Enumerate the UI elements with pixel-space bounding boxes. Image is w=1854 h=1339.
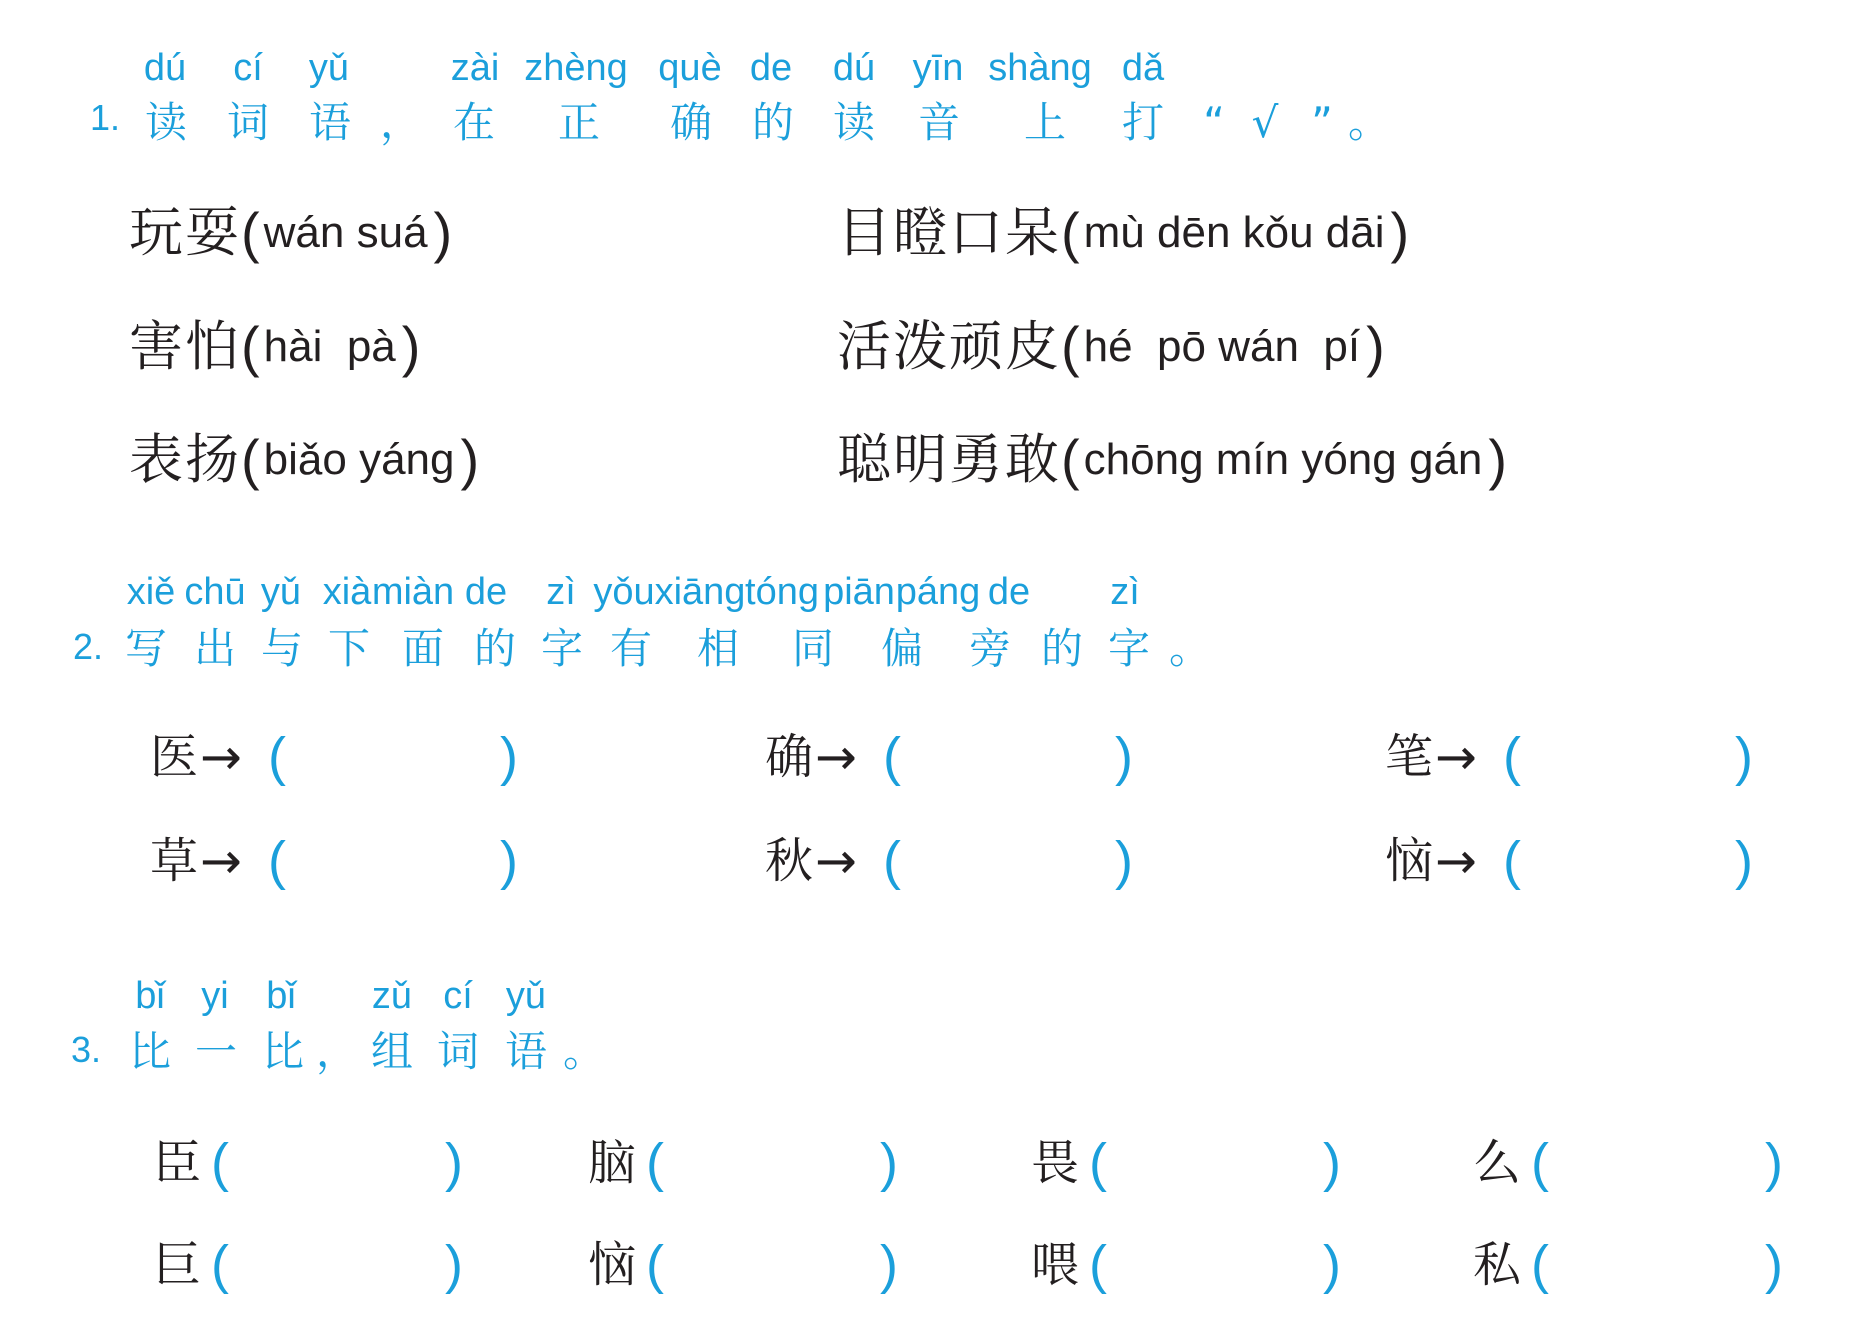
instruction-char: 比: [261, 1027, 305, 1076]
instruction-char: 的: [473, 624, 517, 673]
paren-open: (: [1503, 831, 1521, 891]
word-item: [837, 315, 1385, 378]
answer-blank[interactable]: [1530, 836, 1725, 886]
pinyin-syllable: cí: [233, 47, 263, 89]
paren-open: (: [241, 201, 260, 264]
paren-close: ): [500, 831, 518, 891]
paren-close: ): [1765, 1133, 1783, 1193]
answer-blank[interactable]: [1530, 732, 1725, 782]
pinyin-syllable: yǔ: [505, 975, 547, 1017]
pinyin-syllable: dú: [143, 47, 187, 89]
compare-item: [1031, 1233, 1351, 1297]
radical-item: [765, 829, 1145, 893]
answer-blank[interactable]: [1558, 1240, 1753, 1290]
instruction-char: 。: [1347, 98, 1391, 147]
paren-close: ): [1735, 727, 1753, 787]
paren-open: (: [211, 1235, 229, 1295]
pinyin-syllable: bǐ: [135, 975, 165, 1017]
base-character: 喂: [1031, 1237, 1080, 1293]
instruction-char: 读: [144, 98, 188, 147]
pinyin-reading[interactable]: hé pō wán pí: [1083, 322, 1361, 371]
arrow-icon: →: [200, 728, 242, 786]
instruction-char: ，: [379, 98, 423, 147]
paren-open: (: [883, 831, 901, 891]
pinyin-reading[interactable]: hài pà: [263, 322, 396, 371]
paren-close: ): [460, 428, 480, 491]
pinyin-syllable: zǔ: [371, 975, 413, 1017]
paren-open: (: [646, 1133, 664, 1193]
paren-open: (: [268, 727, 286, 787]
word-item: [129, 315, 421, 378]
pinyin-syllable: shàng: [988, 47, 1092, 89]
instruction-char: 语: [504, 1027, 548, 1076]
pinyin-syllable: tóng: [745, 571, 819, 613]
pinyin-syllable: què: [658, 47, 722, 89]
compare-item: [1473, 1233, 1793, 1297]
instruction-char: 字: [540, 624, 584, 673]
answer-blank[interactable]: [238, 1138, 433, 1188]
paren-open: (: [268, 831, 286, 891]
instruction-char: 确: [669, 98, 713, 147]
instruction-char: 字: [1107, 624, 1151, 673]
arrow-icon: →: [1435, 728, 1477, 786]
paren-close: ): [500, 727, 518, 787]
pinyin-syllable: xiāng: [654, 571, 746, 613]
radical-item: [150, 829, 530, 893]
answer-blank[interactable]: [1116, 1138, 1311, 1188]
instruction-char: ，: [315, 1027, 359, 1076]
paren-close: ): [1488, 428, 1508, 491]
pinyin-syllable: yǔ: [260, 571, 302, 613]
arrow-icon: →: [1435, 832, 1477, 890]
word-text: 玩耍: [129, 201, 241, 264]
word-text: 表扬: [129, 428, 241, 491]
pinyin-syllable: de: [464, 571, 508, 613]
arrow-icon: →: [815, 832, 857, 890]
arrow-icon: →: [200, 832, 242, 890]
instruction-char: 同: [791, 624, 835, 673]
radical-item: [765, 725, 1145, 789]
paren-close: ): [880, 1235, 898, 1295]
pinyin-syllable: dú: [832, 47, 876, 89]
question-number: 1.: [89, 97, 121, 138]
instruction-char: 音: [917, 98, 961, 147]
pinyin-reading[interactable]: chōng mín yóng gán: [1083, 435, 1483, 484]
answer-blank[interactable]: [1558, 1138, 1753, 1188]
paren-close: ): [433, 201, 453, 264]
paren-close: ): [445, 1235, 463, 1295]
paren-open: (: [883, 727, 901, 787]
pinyin-syllable: zì: [546, 571, 576, 613]
pinyin-syllable: cí: [443, 975, 473, 1017]
instruction-char: ”: [1311, 98, 1333, 147]
word-text: 活泼顽皮: [837, 315, 1061, 378]
compare-item: [588, 1131, 908, 1195]
paren-open: (: [1061, 315, 1080, 378]
arrow-icon: →: [815, 728, 857, 786]
instruction-char: 比: [128, 1027, 172, 1076]
pinyin-syllable: zì: [1110, 571, 1140, 613]
answer-blank[interactable]: [673, 1240, 868, 1290]
paren-open: (: [211, 1133, 229, 1193]
answer-blank[interactable]: [295, 836, 490, 886]
word-item: [837, 428, 1508, 491]
pinyin-syllable: yǔ: [308, 47, 350, 89]
word-item: [129, 201, 453, 264]
paren-close: ): [1323, 1235, 1341, 1295]
instruction-char: 有: [609, 624, 653, 673]
question-number: 3.: [70, 1029, 102, 1070]
pinyin-syllable: de: [749, 47, 793, 89]
instruction-char: 语: [308, 98, 352, 147]
base-character: 秋: [765, 833, 814, 889]
compare-item: [1031, 1131, 1351, 1195]
paren-close: ): [1735, 831, 1753, 891]
pinyin-syllable: chū: [184, 571, 246, 613]
base-character: 草: [150, 833, 199, 889]
radical-item: [150, 725, 530, 789]
pinyin-syllable: yi: [201, 975, 229, 1017]
pinyin-syllable: xiě: [126, 571, 176, 613]
paren-close: ): [1323, 1133, 1341, 1193]
base-character: 巨: [153, 1237, 202, 1293]
compare-item: [588, 1233, 908, 1297]
word-text: 目瞪口呆: [837, 201, 1061, 264]
word-item: [129, 428, 480, 491]
instruction-char: 上: [1023, 98, 1067, 147]
base-character: 恼: [588, 1237, 637, 1293]
paren-open: (: [1503, 727, 1521, 787]
paren-open: (: [1061, 201, 1080, 264]
radical-item: [1385, 829, 1765, 893]
paren-close: ): [445, 1133, 463, 1193]
instruction-char: 正: [557, 98, 601, 147]
base-character: 医: [150, 729, 199, 785]
instruction-char: 一: [194, 1027, 238, 1076]
paren-open: (: [646, 1235, 664, 1295]
instruction-char: 的: [751, 98, 795, 147]
paren-close: ): [880, 1133, 898, 1193]
base-character: 确: [765, 729, 814, 785]
instruction-char: “: [1203, 98, 1225, 147]
instruction-char: 偏: [880, 624, 924, 673]
pinyin-syllable: miàn: [371, 571, 455, 613]
paren-close: ): [1115, 831, 1133, 891]
base-character: 笔: [1385, 729, 1434, 785]
base-character: 畏: [1031, 1135, 1080, 1191]
paren-open: (: [1531, 1133, 1549, 1193]
instruction-char: 下: [327, 624, 371, 673]
pinyin-syllable: páng: [895, 571, 981, 613]
answer-blank[interactable]: [910, 836, 1105, 886]
word-text: 害怕: [129, 315, 241, 378]
pinyin-reading[interactable]: biǎo yáng: [263, 435, 455, 484]
paren-close: ): [1765, 1235, 1783, 1295]
instruction-char: 旁: [968, 624, 1012, 673]
answer-blank[interactable]: [295, 732, 490, 782]
base-character: 臣: [153, 1135, 202, 1191]
pinyin-syllable: yǒu: [593, 571, 655, 613]
instruction-char: 。: [1168, 624, 1212, 673]
instruction-char: 词: [226, 98, 270, 147]
instruction-char: 组: [370, 1027, 414, 1076]
pinyin-syllable: zhèng: [524, 47, 628, 89]
paren-open: (: [1089, 1235, 1107, 1295]
instruction-char: 面: [401, 624, 445, 673]
instruction-char: 词: [436, 1027, 480, 1076]
base-character: 脑: [588, 1135, 637, 1191]
radical-item: [1385, 725, 1765, 789]
base-character: 私: [1473, 1237, 1522, 1293]
base-character: 么: [1473, 1135, 1522, 1191]
compare-item: [153, 1131, 473, 1195]
paren-open: (: [241, 428, 260, 491]
answer-blank[interactable]: [673, 1138, 868, 1188]
answer-blank[interactable]: [238, 1240, 433, 1290]
instruction-char: 读: [832, 98, 876, 147]
word-text: 聪明勇敢: [837, 428, 1061, 491]
compare-item: [153, 1233, 473, 1297]
pinyin-syllable: de: [987, 571, 1031, 613]
instruction-char: 与: [260, 624, 304, 673]
checkmark-icon: √: [1251, 98, 1279, 147]
word-item: [837, 201, 1410, 264]
paren-open: (: [1089, 1133, 1107, 1193]
pinyin-syllable: dǎ: [1121, 47, 1165, 89]
pinyin-syllable: piān: [823, 571, 895, 613]
pinyin-syllable: yīn: [912, 47, 964, 89]
pinyin-syllable: bǐ: [266, 975, 296, 1017]
question-number: 2.: [72, 626, 104, 667]
instruction-char: 的: [1040, 624, 1084, 673]
paren-close: ): [1390, 201, 1410, 264]
compare-item: [1473, 1131, 1793, 1195]
instruction-char: 打: [1121, 98, 1165, 147]
pinyin-syllable: xià: [322, 571, 372, 613]
paren-open: (: [1061, 428, 1080, 491]
paren-close: ): [1366, 315, 1385, 378]
answer-blank[interactable]: [910, 732, 1105, 782]
base-character: 恼: [1385, 833, 1434, 889]
instruction-char: 写: [124, 624, 168, 673]
paren-open: (: [241, 315, 260, 378]
pinyin-reading[interactable]: mù dēn kǒu dāi: [1083, 208, 1385, 257]
pinyin-syllable: zài: [450, 47, 500, 89]
instruction-char: 相: [696, 624, 740, 673]
paren-close: ): [1115, 727, 1133, 787]
instruction-char: 出: [193, 624, 237, 673]
pinyin-reading[interactable]: wán suá: [263, 208, 428, 257]
paren-open: (: [1531, 1235, 1549, 1295]
instruction-char: 在: [452, 98, 496, 147]
instruction-char: 。: [562, 1027, 606, 1076]
answer-blank[interactable]: [1116, 1240, 1311, 1290]
paren-close: ): [401, 315, 421, 378]
